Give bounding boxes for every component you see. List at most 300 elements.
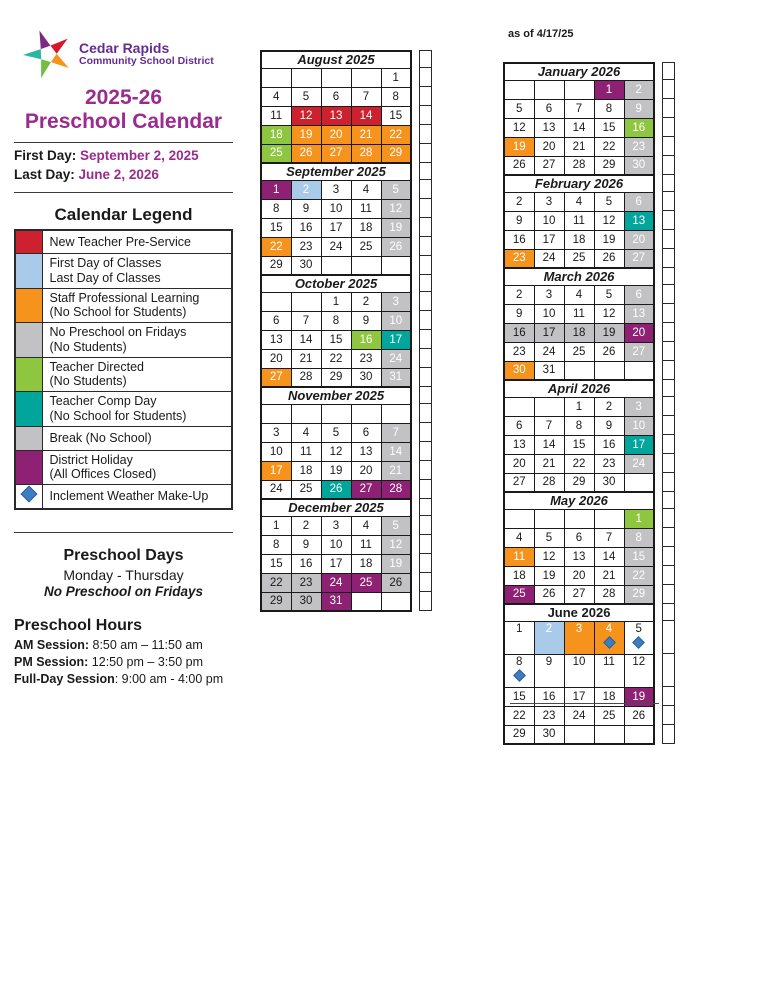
day-cell: 17 <box>624 435 654 454</box>
day-cell: 30 <box>291 592 321 611</box>
edge-strip <box>419 50 432 163</box>
day-cell: 23 <box>624 137 654 156</box>
edge-strip <box>662 267 675 380</box>
day-cell: 3 <box>564 621 594 654</box>
week-row <box>261 292 411 311</box>
month-title: April 2026 <box>504 380 654 397</box>
edge-strip-cell <box>663 211 675 230</box>
day-cell: 4 <box>261 87 291 106</box>
week-row <box>261 368 411 387</box>
day-cell: 9 <box>624 99 654 118</box>
day-cell: 25 <box>564 249 594 268</box>
day-cell: 19 <box>381 554 411 573</box>
day-cell: 16 <box>504 230 534 249</box>
day-cell: 2 <box>594 397 624 416</box>
day-cell: 16 <box>624 118 654 137</box>
day-cell: 13 <box>624 304 654 323</box>
day-cell: 16 <box>291 554 321 573</box>
week-row <box>504 361 654 380</box>
edge-strip-cell <box>420 125 432 144</box>
day-cell: 1 <box>624 509 654 528</box>
day-cell: 13 <box>261 330 291 349</box>
day-cell: 1 <box>261 180 291 199</box>
diamond-icon <box>20 486 37 503</box>
day-cell: 4 <box>564 285 594 304</box>
edge-strip-cell <box>420 87 432 106</box>
first-day-line <box>14 147 233 165</box>
legend-label: New Teacher Pre-Service <box>42 230 232 254</box>
day-cell: 12 <box>381 199 411 218</box>
day-cell: 12 <box>594 211 624 230</box>
day-cell: 5 <box>504 99 534 118</box>
day-cell: 15 <box>321 330 351 349</box>
edge-strip-cell <box>420 368 432 387</box>
preschool-days-note: No Preschool on Fridays <box>43 583 204 599</box>
day-cell: 1 <box>381 68 411 87</box>
day-cell: 6 <box>321 87 351 106</box>
day-cell: 29 <box>321 368 351 387</box>
empty-cell <box>504 509 534 528</box>
legend-swatch-blue <box>15 254 42 289</box>
last-day-value: June 2, 2026 <box>78 166 159 182</box>
legend-label: First Day of Classes Last Day of Classes <box>42 254 232 289</box>
edge-strip-cell <box>663 454 675 473</box>
legend-label: District Holiday (All Offices Closed) <box>42 450 232 485</box>
week-row <box>504 80 654 99</box>
first-last-day <box>14 147 233 183</box>
week-row <box>261 423 411 442</box>
day-cell: 22 <box>381 125 411 144</box>
day-cell: 29 <box>624 585 654 604</box>
day-cell: 4 <box>504 528 534 547</box>
legend-label: No Preschool on Fridays (No Students) <box>42 323 232 358</box>
month-title: November 2025 <box>261 387 411 404</box>
week-row <box>504 654 654 687</box>
edge-strip-cell <box>420 423 432 442</box>
day-cell: 21 <box>534 454 564 473</box>
week-row <box>504 706 654 725</box>
empty-cell <box>351 68 381 87</box>
preschool-hours-title: Preschool Hours <box>14 616 143 634</box>
legend-label: Staff Professional Learning (No School for Students) <box>42 288 232 323</box>
day-cell: 27 <box>624 342 654 361</box>
edge-strip-cell <box>420 442 432 461</box>
divider <box>14 192 233 193</box>
edge-strip-cell <box>420 68 432 87</box>
day-cell: 10 <box>534 211 564 230</box>
day-cell: 15 <box>504 687 534 706</box>
empty-cell <box>381 256 411 275</box>
day-cell: 26 <box>321 480 351 499</box>
day-cell: 23 <box>594 454 624 473</box>
day-cell: 2 <box>351 292 381 311</box>
edge-strip-cell <box>663 416 675 435</box>
edge-strip-cell <box>663 547 675 566</box>
edge-strip-cell <box>663 99 675 118</box>
day-cell: 17 <box>564 687 594 706</box>
star-logo-icon <box>22 28 74 80</box>
empty-cell <box>291 292 321 311</box>
month-block-february-2026 <box>503 174 675 269</box>
week-row <box>261 480 411 499</box>
day-cell: 8 <box>564 416 594 435</box>
legend-swatch-purple <box>15 450 42 485</box>
edge-strip-cell <box>663 268 675 285</box>
calendar-column-spring <box>503 62 675 745</box>
day-cell: 9 <box>534 654 564 687</box>
day-cell: 29 <box>564 473 594 492</box>
day-cell: 12 <box>291 106 321 125</box>
day-cell: 5 <box>594 192 624 211</box>
day-cell: 22 <box>321 349 351 368</box>
empty-cell <box>534 397 564 416</box>
edge-strip-cell <box>663 566 675 585</box>
day-cell: 17 <box>534 230 564 249</box>
edge-strip-cell <box>420 218 432 237</box>
week-row <box>261 442 411 461</box>
day-cell: 15 <box>594 118 624 137</box>
day-cell: 1 <box>261 516 291 535</box>
week-row <box>261 461 411 480</box>
calendar-legend <box>14 229 233 510</box>
day-cell: 6 <box>624 285 654 304</box>
diamond-icon <box>632 636 645 649</box>
edge-strip-cell <box>663 323 675 342</box>
day-cell: 18 <box>564 230 594 249</box>
week-row <box>261 330 411 349</box>
week-row <box>504 118 654 137</box>
day-cell: 2 <box>504 192 534 211</box>
day-cell: 19 <box>594 323 624 342</box>
week-row <box>261 125 411 144</box>
day-cell: 22 <box>261 573 291 592</box>
day-cell: 17 <box>381 330 411 349</box>
legend-swatch-green <box>15 357 42 392</box>
empty-cell <box>381 404 411 423</box>
divider <box>14 532 233 533</box>
day-cell: 14 <box>351 106 381 125</box>
week-row <box>504 725 654 744</box>
edge-strip <box>419 498 432 611</box>
day-cell: 22 <box>594 137 624 156</box>
day-cell: 18 <box>351 554 381 573</box>
day-cell: 28 <box>534 473 564 492</box>
edge-strip-cell <box>663 137 675 156</box>
empty-cell <box>321 256 351 275</box>
day-cell: 19 <box>291 125 321 144</box>
day-cell: 13 <box>321 106 351 125</box>
month-block-december-2025 <box>260 498 432 612</box>
edge-strip-cell <box>663 304 675 323</box>
day-cell: 24 <box>534 342 564 361</box>
month-title: December 2025 <box>261 499 411 516</box>
day-cell: 7 <box>351 87 381 106</box>
day-cell: 19 <box>381 218 411 237</box>
edge-strip-cell <box>663 435 675 454</box>
day-cell: 3 <box>534 192 564 211</box>
day-cell: 27 <box>261 368 291 387</box>
empty-cell <box>564 509 594 528</box>
day-cell: 8 <box>504 654 534 687</box>
day-cell: 30 <box>594 473 624 492</box>
day-cell: 26 <box>381 573 411 592</box>
day-cell: 3 <box>321 516 351 535</box>
day-cell: 13 <box>564 547 594 566</box>
month-table-november-2025 <box>260 386 412 500</box>
day-cell: 18 <box>564 323 594 342</box>
empty-cell <box>594 509 624 528</box>
day-cell: 25 <box>594 706 624 725</box>
week-row <box>504 454 654 473</box>
day-cell: 16 <box>351 330 381 349</box>
day-cell: 9 <box>291 199 321 218</box>
day-cell: 6 <box>261 311 291 330</box>
day-cell: 1 <box>564 397 594 416</box>
day-cell: 6 <box>564 528 594 547</box>
day-cell: 8 <box>261 199 291 218</box>
month-table-september-2025 <box>260 162 412 276</box>
week-row <box>504 435 654 454</box>
week-row <box>261 144 411 163</box>
legend-row <box>15 426 232 450</box>
day-cell: 15 <box>261 218 291 237</box>
empty-cell <box>534 509 564 528</box>
preschool-hours-section <box>14 617 233 686</box>
empty-cell <box>594 361 624 380</box>
week-row <box>261 349 411 368</box>
day-cell: 4 <box>594 621 624 654</box>
empty-cell <box>534 80 564 99</box>
day-cell: 13 <box>624 211 654 230</box>
month-title: September 2025 <box>261 163 411 180</box>
edge-strip-cell <box>663 725 675 744</box>
day-cell: 19 <box>594 230 624 249</box>
empty-cell <box>351 592 381 611</box>
empty-cell <box>321 68 351 87</box>
preschool-hours-lines <box>14 638 233 686</box>
day-cell: 26 <box>291 144 321 163</box>
empty-cell <box>564 361 594 380</box>
district-name <box>79 41 214 67</box>
day-cell: 12 <box>534 547 564 566</box>
day-cell: 4 <box>351 180 381 199</box>
day-cell: 30 <box>624 156 654 175</box>
day-cell: 14 <box>381 442 411 461</box>
day-cell: 2 <box>624 80 654 99</box>
day-cell: 8 <box>261 535 291 554</box>
day-cell: 3 <box>534 285 564 304</box>
day-cell: 27 <box>624 249 654 268</box>
week-row <box>261 592 411 611</box>
day-cell: 11 <box>564 304 594 323</box>
day-cell: 18 <box>594 687 624 706</box>
hours-line: AM Session: 8:50 am – 11:50 am <box>14 637 203 652</box>
edge-strip-cell <box>663 80 675 99</box>
day-cell: 19 <box>321 461 351 480</box>
day-cell: 24 <box>564 706 594 725</box>
page-title <box>14 86 233 134</box>
edge-strip-cell <box>663 230 675 249</box>
empty-cell <box>261 404 291 423</box>
week-row <box>261 404 411 423</box>
day-cell: 26 <box>594 249 624 268</box>
edge-strip-cell <box>420 516 432 535</box>
first-day-label: First Day: <box>14 148 77 164</box>
day-cell: 8 <box>594 99 624 118</box>
edge-strip-cell <box>663 192 675 211</box>
empty-cell <box>624 473 654 492</box>
day-cell: 12 <box>381 535 411 554</box>
day-cell: 29 <box>381 144 411 163</box>
day-cell: 22 <box>261 237 291 256</box>
day-cell: 17 <box>321 218 351 237</box>
day-cell: 13 <box>351 442 381 461</box>
day-cell: 16 <box>534 687 564 706</box>
edge-strip <box>662 174 675 268</box>
first-day-value: September 2, 2025 <box>80 148 199 164</box>
week-row <box>504 211 654 230</box>
edge-strip-cell <box>420 180 432 199</box>
day-cell: 25 <box>564 342 594 361</box>
day-cell: 10 <box>321 199 351 218</box>
week-row <box>504 323 654 342</box>
day-cell: 21 <box>564 137 594 156</box>
day-cell: 24 <box>624 454 654 473</box>
edge-strip-cell <box>663 706 675 725</box>
day-cell: 10 <box>534 304 564 323</box>
day-cell: 5 <box>291 87 321 106</box>
day-cell: 10 <box>321 535 351 554</box>
day-cell: 23 <box>351 349 381 368</box>
month-table-april-2026 <box>503 379 655 493</box>
diamond-icon <box>513 669 526 682</box>
edge-strip-cell <box>663 175 675 192</box>
edge-strip-cell <box>663 380 675 397</box>
week-row <box>261 237 411 256</box>
day-cell: 4 <box>291 423 321 442</box>
day-cell: 25 <box>261 144 291 163</box>
empty-cell <box>624 361 654 380</box>
day-cell: 21 <box>594 566 624 585</box>
day-cell: 7 <box>534 416 564 435</box>
day-cell: 27 <box>564 585 594 604</box>
edge-strip-cell <box>420 387 432 404</box>
day-cell: 7 <box>564 99 594 118</box>
month-table-january-2026 <box>503 62 655 176</box>
day-cell: 12 <box>321 442 351 461</box>
day-cell: 16 <box>504 323 534 342</box>
empty-cell <box>504 397 534 416</box>
day-cell: 14 <box>534 435 564 454</box>
day-cell: 20 <box>624 230 654 249</box>
legend-swatch-gray <box>15 426 42 450</box>
day-cell: 10 <box>564 654 594 687</box>
day-cell: 31 <box>381 368 411 387</box>
day-cell: 28 <box>564 156 594 175</box>
day-cell: 31 <box>534 361 564 380</box>
legend-row <box>15 485 232 509</box>
week-row <box>504 137 654 156</box>
week-row <box>504 585 654 604</box>
last-day-label: Last Day: <box>14 166 75 182</box>
edge-strip-cell <box>420 199 432 218</box>
day-cell: 26 <box>624 706 654 725</box>
empty-cell <box>291 68 321 87</box>
day-cell: 29 <box>594 156 624 175</box>
week-row <box>504 621 654 654</box>
day-cell: 8 <box>381 87 411 106</box>
month-table-december-2025 <box>260 498 412 612</box>
day-cell: 26 <box>504 156 534 175</box>
day-cell: 24 <box>534 249 564 268</box>
day-cell: 18 <box>291 461 321 480</box>
edge-strip-cell <box>663 492 675 509</box>
legend-swatch-orange <box>15 288 42 323</box>
month-table-october-2025 <box>260 274 412 388</box>
month-table-february-2026 <box>503 174 655 269</box>
day-cell: 27 <box>351 480 381 499</box>
week-row <box>504 304 654 323</box>
legend-title: Calendar Legend <box>54 204 193 224</box>
legend-row <box>15 450 232 485</box>
day-cell: 30 <box>504 361 534 380</box>
month-title: January 2026 <box>504 63 654 80</box>
day-cell: 24 <box>261 480 291 499</box>
day-cell: 11 <box>291 442 321 461</box>
day-cell: 12 <box>624 654 654 687</box>
last-day-line <box>14 166 233 184</box>
edge-strip-cell <box>663 473 675 492</box>
legend-row <box>15 357 232 392</box>
edge-strip <box>419 274 432 387</box>
day-cell: 1 <box>504 621 534 654</box>
week-row <box>504 397 654 416</box>
day-cell: 28 <box>594 585 624 604</box>
week-row <box>504 528 654 547</box>
day-cell: 6 <box>534 99 564 118</box>
day-cell: 17 <box>534 323 564 342</box>
legend-row <box>15 230 232 254</box>
hours-line: Full-Day Session: 9:00 am - 4:00 pm <box>14 671 224 686</box>
day-cell: 20 <box>321 125 351 144</box>
day-cell: 7 <box>291 311 321 330</box>
edge-strip-cell <box>420 573 432 592</box>
day-cell: 9 <box>351 311 381 330</box>
day-cell: 13 <box>504 435 534 454</box>
edge-strip-cell <box>663 397 675 416</box>
day-cell: 12 <box>594 304 624 323</box>
legend-label: Break (No School) <box>42 426 232 450</box>
day-cell: 29 <box>504 725 534 744</box>
day-cell: 10 <box>261 442 291 461</box>
edge-strip <box>662 62 675 175</box>
edge-strip-cell <box>420 163 432 180</box>
week-row <box>504 156 654 175</box>
district-name-line2: Community School District <box>79 54 214 67</box>
day-cell: 5 <box>381 516 411 535</box>
month-block-november-2025 <box>260 386 432 500</box>
week-row <box>261 218 411 237</box>
day-cell: 16 <box>291 218 321 237</box>
week-row <box>261 573 411 592</box>
empty-cell <box>261 292 291 311</box>
edge-strip-cell <box>663 621 675 654</box>
day-cell: 14 <box>564 118 594 137</box>
edge-strip-cell <box>663 285 675 304</box>
day-cell: 6 <box>504 416 534 435</box>
month-block-january-2026 <box>503 62 675 176</box>
day-cell: 29 <box>261 256 291 275</box>
